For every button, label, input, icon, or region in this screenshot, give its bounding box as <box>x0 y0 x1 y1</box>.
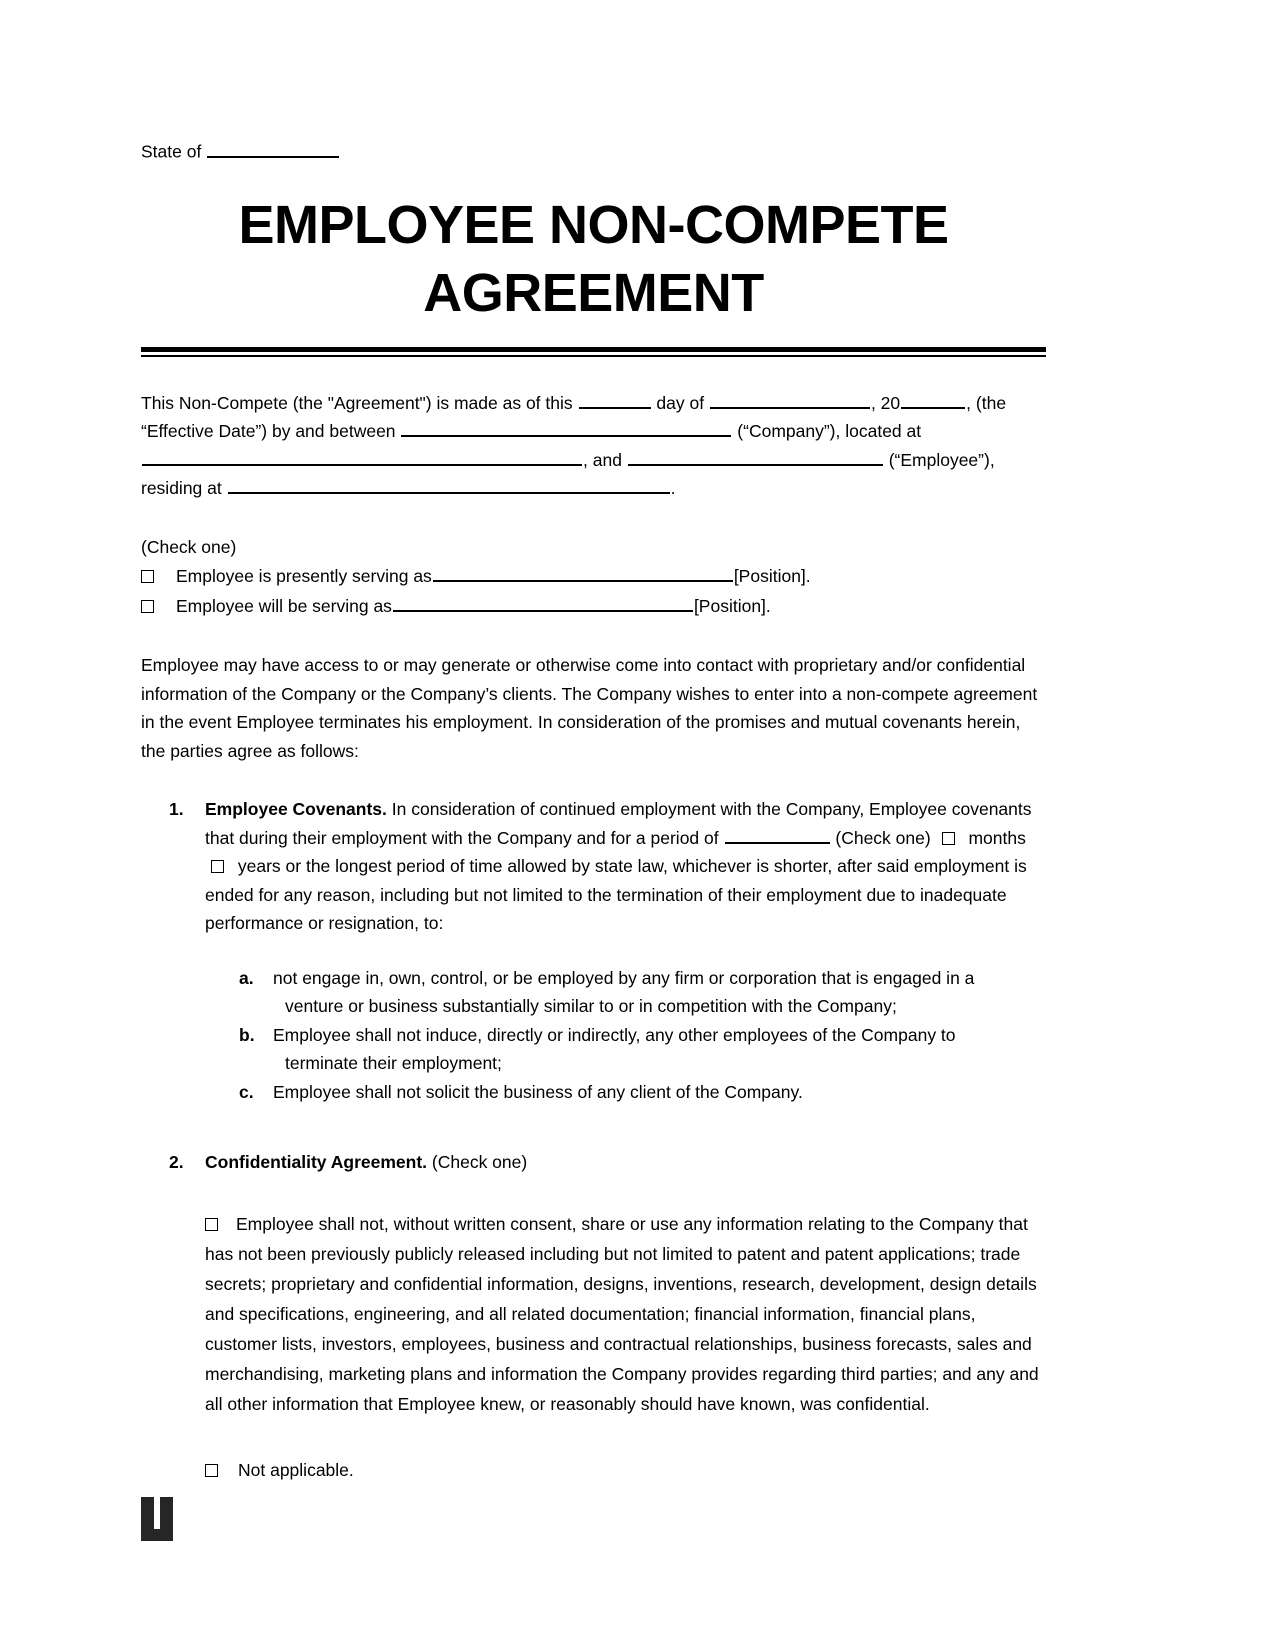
checkbox-icon-present-serving[interactable] <box>141 570 154 583</box>
present-position-blank-field[interactable] <box>433 563 733 583</box>
intro-segment-10: . <box>670 478 676 498</box>
intro-segment-8: (“Employee”), <box>888 449 995 470</box>
section-1-body <box>205 795 1046 1106</box>
intro-segment-5: (the “Effective Date”) by and between <box>141 392 1007 441</box>
section-1-number: 1. <box>169 799 184 819</box>
day-blank-field[interactable] <box>579 389 651 409</box>
legal-templates-logo-icon <box>141 1497 183 1541</box>
sub-item-b-line1: Employee shall not induce, directly or indirectly, any other employees of the Company to <box>273 1024 956 1045</box>
sub-item-b-body <box>273 1021 1046 1078</box>
serving-option-present[interactable] <box>141 561 1046 591</box>
sub-item-a-marker: a. <box>239 967 254 988</box>
intro-segment-7: , and <box>583 449 622 470</box>
checkbox-icon-years[interactable] <box>211 860 224 873</box>
employee-name-blank-field[interactable] <box>628 446 883 466</box>
section-2-number: 2. <box>169 1152 184 1172</box>
page-title <box>141 191 1046 327</box>
intro-segment-2: day of <box>656 392 705 413</box>
covenant-period-blank-field[interactable] <box>725 824 830 844</box>
covenant-sub-item-a <box>205 964 1046 1021</box>
company-address-blank-field[interactable] <box>142 446 582 466</box>
intro-segment-9: residing at <box>141 478 222 498</box>
future-position-blank-field[interactable] <box>393 593 693 613</box>
checkbox-icon-future-serving[interactable] <box>141 600 154 613</box>
section-1-text-part2: whichever is shorter, after said employment is ended for any reason, including but not limited to the termination of their employment due to inadequate performance or resignation, to: <box>205 856 1027 933</box>
check-one-label-serving: (Check one) <box>141 536 237 557</box>
company-name-blank-field[interactable] <box>401 418 731 438</box>
intro-paragraph <box>141 389 1046 503</box>
section-1-heading: Employee Covenants. <box>205 799 387 819</box>
section-confidentiality-agreement <box>141 1148 1046 1177</box>
sub-item-a-line1: not engage in, own, control, or be employed by any firm or corporation that is engaged in a <box>273 967 975 988</box>
confidentiality-option-na-text: Not applicable. <box>238 1459 354 1480</box>
state-of-line <box>141 138 1046 163</box>
section-1-text-part1: In consideration of continued employment with the Company, Employee covenants that during their employment with the Company and for a period of <box>205 799 1032 848</box>
sub-item-b-marker: b. <box>239 1024 255 1045</box>
intro-segment-4: , <box>966 392 972 413</box>
covenant-sub-item-b <box>205 1021 1046 1078</box>
checkbox-icon-confidentiality-full[interactable] <box>205 1218 218 1231</box>
title-line-2: AGREEMENT <box>423 262 764 323</box>
section-2-heading: Confidentiality Agreement. <box>205 1152 428 1172</box>
sub-item-a-line2: venture or business substantially similar to or in competition with the Company; <box>285 996 897 1016</box>
serving-option-present-suffix: [Position]. <box>733 566 811 586</box>
section-1-check-one: (Check one) <box>835 827 931 848</box>
sub-item-c-line1: Employee shall not solicit the business of any client of the Company. <box>273 1081 803 1102</box>
sub-item-a-body <box>273 964 1046 1021</box>
serving-option-future-text: Employee will be serving as <box>176 596 392 616</box>
recital-paragraph: Employee may have access to or may generate or otherwise come into contact with proprietary and/or confidential information of the Company or the Company’s clients. The Company wishes to enter into a non-compete agreement in the event Employee terminates his employment. In consideration of the promises and mutual covenants herein, the parties agree as follows: <box>141 655 1038 761</box>
covenant-sub-list <box>205 964 1046 1107</box>
intro-segment-1: This Non-Compete (the "Agreement") is made as of this <box>141 392 573 413</box>
serving-option-future[interactable] <box>141 591 1046 621</box>
employee-address-blank-field[interactable] <box>228 475 670 495</box>
section-2-body <box>205 1148 1046 1177</box>
section-1-option-years: years or the longest period of time allowed by state law, <box>237 856 668 876</box>
covenant-sub-item-c <box>205 1078 1046 1107</box>
confidentiality-option-full-text: Employee shall not, without written consent, share or use any information relating to the Company that has not been previously publicly released including but not limited to patent and patent applications; trade secrets; proprietary and confidential information, designs, inventions, research, development, design details and specifications, engineering, and all related documentation; financial information, financial plans, customer lists, investors, employees, business and contractual relationships, business forecasts, sales and merchandising, marketing plans and information the Company provides regarding third parties; and any and all other information that Employee knew, or reasonably should have known, was confidential. <box>205 1213 1039 1414</box>
section-1-option-months: months <box>968 827 1026 848</box>
sub-item-c-marker: c. <box>239 1081 254 1102</box>
sub-item-c-body <box>273 1078 1046 1107</box>
sub-item-b-line2: terminate their employment; <box>285 1053 502 1073</box>
confidentiality-option-not-applicable[interactable] <box>205 1455 1046 1485</box>
year-blank-field[interactable] <box>901 389 965 409</box>
document-content <box>141 138 1046 1485</box>
title-divider <box>141 347 1046 357</box>
section-2-check-one: (Check one) <box>431 1152 528 1172</box>
checkbox-icon-not-applicable[interactable] <box>205 1464 218 1477</box>
intro-segment-6: (“Company”), located at <box>737 421 922 441</box>
state-of-label: State of <box>141 141 202 162</box>
logo-foot <box>141 1529 173 1541</box>
checkbox-icon-months[interactable] <box>942 832 955 845</box>
title-line-1: EMPLOYEE NON-COMPETE <box>238 194 949 255</box>
intro-segment-3: , 20 <box>870 392 901 413</box>
month-blank-field[interactable] <box>710 389 870 409</box>
logo-bar-right <box>160 1497 173 1529</box>
section-employee-covenants <box>141 795 1046 1106</box>
state-blank-field[interactable] <box>207 138 339 158</box>
serving-option-future-suffix: [Position]. <box>693 596 771 616</box>
serving-option-present-text: Employee is presently serving as <box>176 566 432 586</box>
confidentiality-option-full[interactable] <box>205 1209 1046 1419</box>
